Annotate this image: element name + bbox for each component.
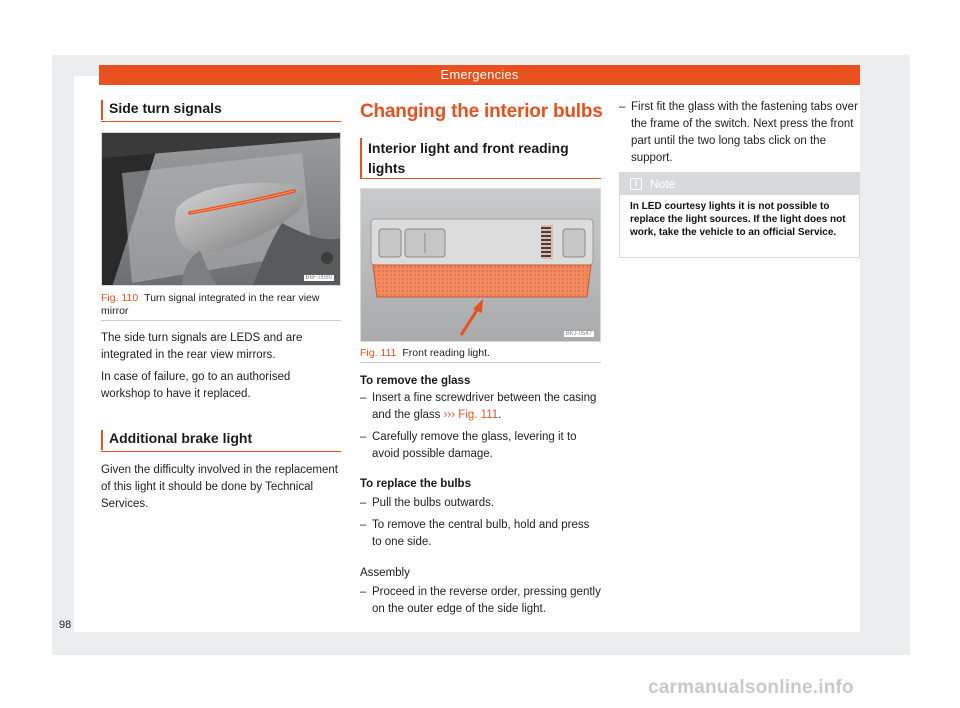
replace-step-2: – To remove the central bulb, hold and press to one side. <box>360 517 601 551</box>
figure-111-caption <box>360 347 601 360</box>
figure-111-reading-light <box>360 188 601 342</box>
assembly-step-1: – Proceed in the reverse order, pressing gently on the outer edge of the side light. <box>360 584 601 618</box>
subsection-title: Interior light and front reading lights <box>360 138 601 178</box>
caption-rule <box>360 362 601 363</box>
mirror-illustration <box>102 133 341 286</box>
figure-number: Fig. 110 <box>101 292 139 304</box>
section-title: Changing the interior bulbs <box>360 101 603 122</box>
note-label: Note <box>650 177 676 191</box>
info-icon: i <box>630 178 642 190</box>
caption-rule <box>101 320 341 321</box>
figure-number: Fig. 111 <box>360 347 397 359</box>
heading-rule <box>101 451 341 452</box>
note-text: In LED courtesy lights it is not possible to replace the light sources. If the light does not work, take the vehicle to an official Service. <box>630 201 846 238</box>
remove-step-2: – Carefully remove the glass, levering it to avoid possible damage. <box>360 429 601 463</box>
watermark: carmanualsonline.info <box>648 677 854 698</box>
replace-step-1: – Pull the bulbs outwards. <box>360 495 601 512</box>
paragraph-brake-light: Given the difficulty involved in the replacement of this light it should be done by Technical Services. <box>101 464 338 510</box>
side-turn-signals-heading: Side turn signals <box>101 100 341 116</box>
paragraph-leds: The side turn signals are LEDS and are integrated in the rear view mirrors. <box>101 332 303 361</box>
chapter-header: Emergencies <box>99 65 860 85</box>
fit-glass-step: – First fit the glass with the fastening tabs over the frame of the switch. Next press the front part until the two long tabs click on the support. <box>619 99 860 167</box>
heading-rule <box>360 178 601 179</box>
step-text: Insert a fine screwdriver between the casing and the glass <box>372 392 597 421</box>
remove-glass-heading: To remove the glass <box>360 375 471 387</box>
remove-step-1: – Insert a fine screwdriver between the casing and the glass ››› Fig. 111. <box>360 390 601 424</box>
figure-111-link[interactable]: ››› Fig. 111 <box>443 409 499 421</box>
figure-caption-text: Front reading light. <box>402 347 490 359</box>
figure-110-caption <box>101 292 341 318</box>
note-header <box>620 173 859 195</box>
assembly-heading: Assembly <box>360 567 410 579</box>
reading-light-illustration <box>361 189 601 342</box>
figure-caption-text: Turn signal integrated in the rear view mirror <box>101 292 320 317</box>
paragraph-workshop: In case of failure, go to an authorised workshop to have it replaced. <box>101 371 291 400</box>
page-number: 98 <box>59 619 72 631</box>
replace-bulbs-heading: To replace the bulbs <box>360 478 471 490</box>
figure-110-mirror <box>101 132 341 286</box>
heading-rule <box>101 121 341 122</box>
figure-code: BKJ-0547 <box>565 331 592 337</box>
brake-light-heading: Additional brake light <box>101 430 341 446</box>
figure-code: B6F-0080 <box>305 275 332 281</box>
note-box <box>619 172 860 258</box>
